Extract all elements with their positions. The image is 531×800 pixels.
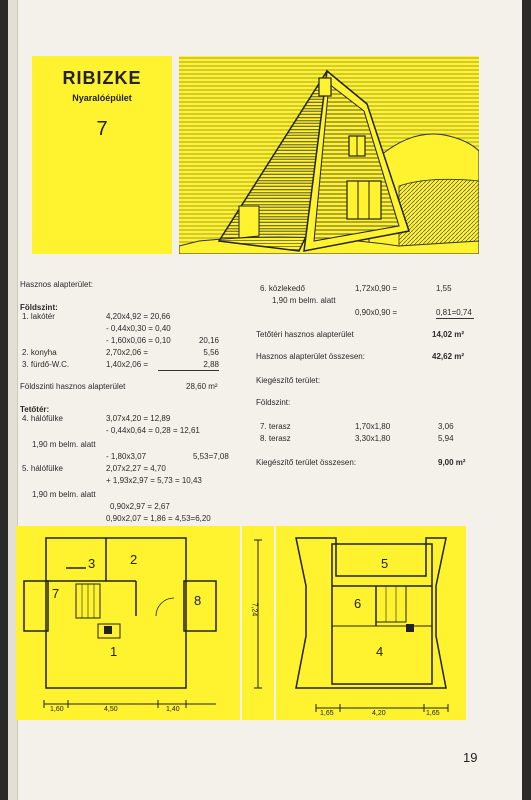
row-calc: - 0,44x0,30 = 0,40 [106,324,171,333]
dim-label: 1,65 [426,710,440,717]
attic-plan-drawing [276,526,466,720]
row-label: 1. lakótér [22,312,55,321]
row-label: 3. fürdő-W.C. [22,360,70,369]
dim-label: 1,60 [50,706,64,713]
height-dimension-line [242,526,274,720]
extra-label: Kiegészítő terület: [256,376,321,385]
room-5-label: 5 [381,556,389,571]
row-calc: 3,30x1,80 [355,434,391,443]
book-page [8,0,522,800]
row-label: 5. hálófülke [22,464,63,473]
attic-total-value: 14,02 m² [432,330,465,339]
dim-label: 4,50 [104,706,118,713]
room-3-label: 3 [88,556,96,571]
row-total: 5,53=7,08 [193,452,229,461]
row-label: 6. közlekedő [260,284,305,293]
house-illustration [179,56,479,254]
row-total: 0,81=0,74 [436,308,474,319]
height-dimension-strip [242,526,274,720]
ground-floor-label: Földszint: [20,303,58,312]
row-total: 2,88 [158,360,219,371]
row-total: 20,16 [198,336,219,345]
total-label: Hasznos alapterület összesen: [256,352,365,361]
heading-useful-area: Hasznos alapterület: [20,280,93,289]
row-calc: 0,90x0,90 = [355,308,398,317]
row-total: 1,55 [436,284,452,293]
dim-label: 1,65 [320,710,334,717]
row-calc: + 1,93x2,97 = 5,73 = 10,43 [106,476,202,485]
row-total: 5,94 [438,434,454,443]
ground-total-value: 28,60 m² [186,382,218,391]
row-total: 3,06 [438,422,454,431]
row-calc: 1,72x0,90 = [355,284,398,293]
row-total: 5,56 [203,348,219,357]
a-frame-house-drawing [179,56,479,254]
dim-label: 1,40 [166,706,180,713]
row-calc: 0,90x2,07 = 1,86 = 4,53=6,20 [106,514,211,523]
row-calc: 2,70x2,06 = [106,348,149,357]
house-name: RIBIZKE [62,68,142,88]
row-calc: - 1,80x3,07 [106,452,147,461]
attic-floor-plan [276,526,466,720]
row-label: 8. terasz [260,434,291,443]
title-box [32,56,172,254]
row-calc: 1,40x2,06 = [106,360,149,369]
ground-floor-plan [16,526,240,720]
dim-label: 4,20 [372,710,386,717]
attic-label: Tetőtér: [20,405,50,414]
row-calc: 3,07x4,20 = 12,89 [106,414,171,423]
extra-total-value: 9,00 m² [438,458,466,467]
room-4-label: 4 [376,644,384,659]
total-value: 42,62 m² [432,352,465,361]
row-calc: 0,90x2,97 = 2,67 [110,502,170,511]
room-6-label: 6 [354,596,362,611]
row-calc: - 0,44x0,64 = 0,28 = 12,61 [106,426,200,435]
row-label: 4. hálófülke [22,414,63,423]
page-number: 19 [463,750,478,765]
row-calc: 1,70x1,80 [355,422,391,431]
row-calc: 2,07x2,27 = 4,70 [106,464,166,473]
row-calc: - 1,60x0,06 = 0,10 [106,336,171,345]
row-label: 1,90 m belm. alatt [272,296,336,305]
row-calc: 4,20x4,92 = 20,66 [106,312,171,321]
ground-total-label: Földszinti hasznos alapterület [20,382,126,391]
ground-plan-drawing [16,526,240,720]
attic-total-label: Tetőtéri hasznos alapterület [256,330,354,339]
row-label: 2. konyha [22,348,57,357]
house-type: Nyaralóépület [72,93,132,103]
row-label: 1,90 m belm. alatt [32,490,96,499]
row-label: 1,90 m belm. alatt [32,440,96,449]
room-2-label: 2 [130,552,138,567]
house-number: 7 [96,118,108,140]
row-label: 7. terasz [260,422,291,431]
height-dim-label: 7,24 [250,602,258,617]
room-7-label: 7 [52,586,60,601]
extra-ground-label: Földszint: [256,398,291,407]
extra-total-label: Kiegészítő terület összesen: [256,458,357,467]
room-8-label: 8 [194,593,202,608]
room-1-label: 1 [110,644,118,659]
